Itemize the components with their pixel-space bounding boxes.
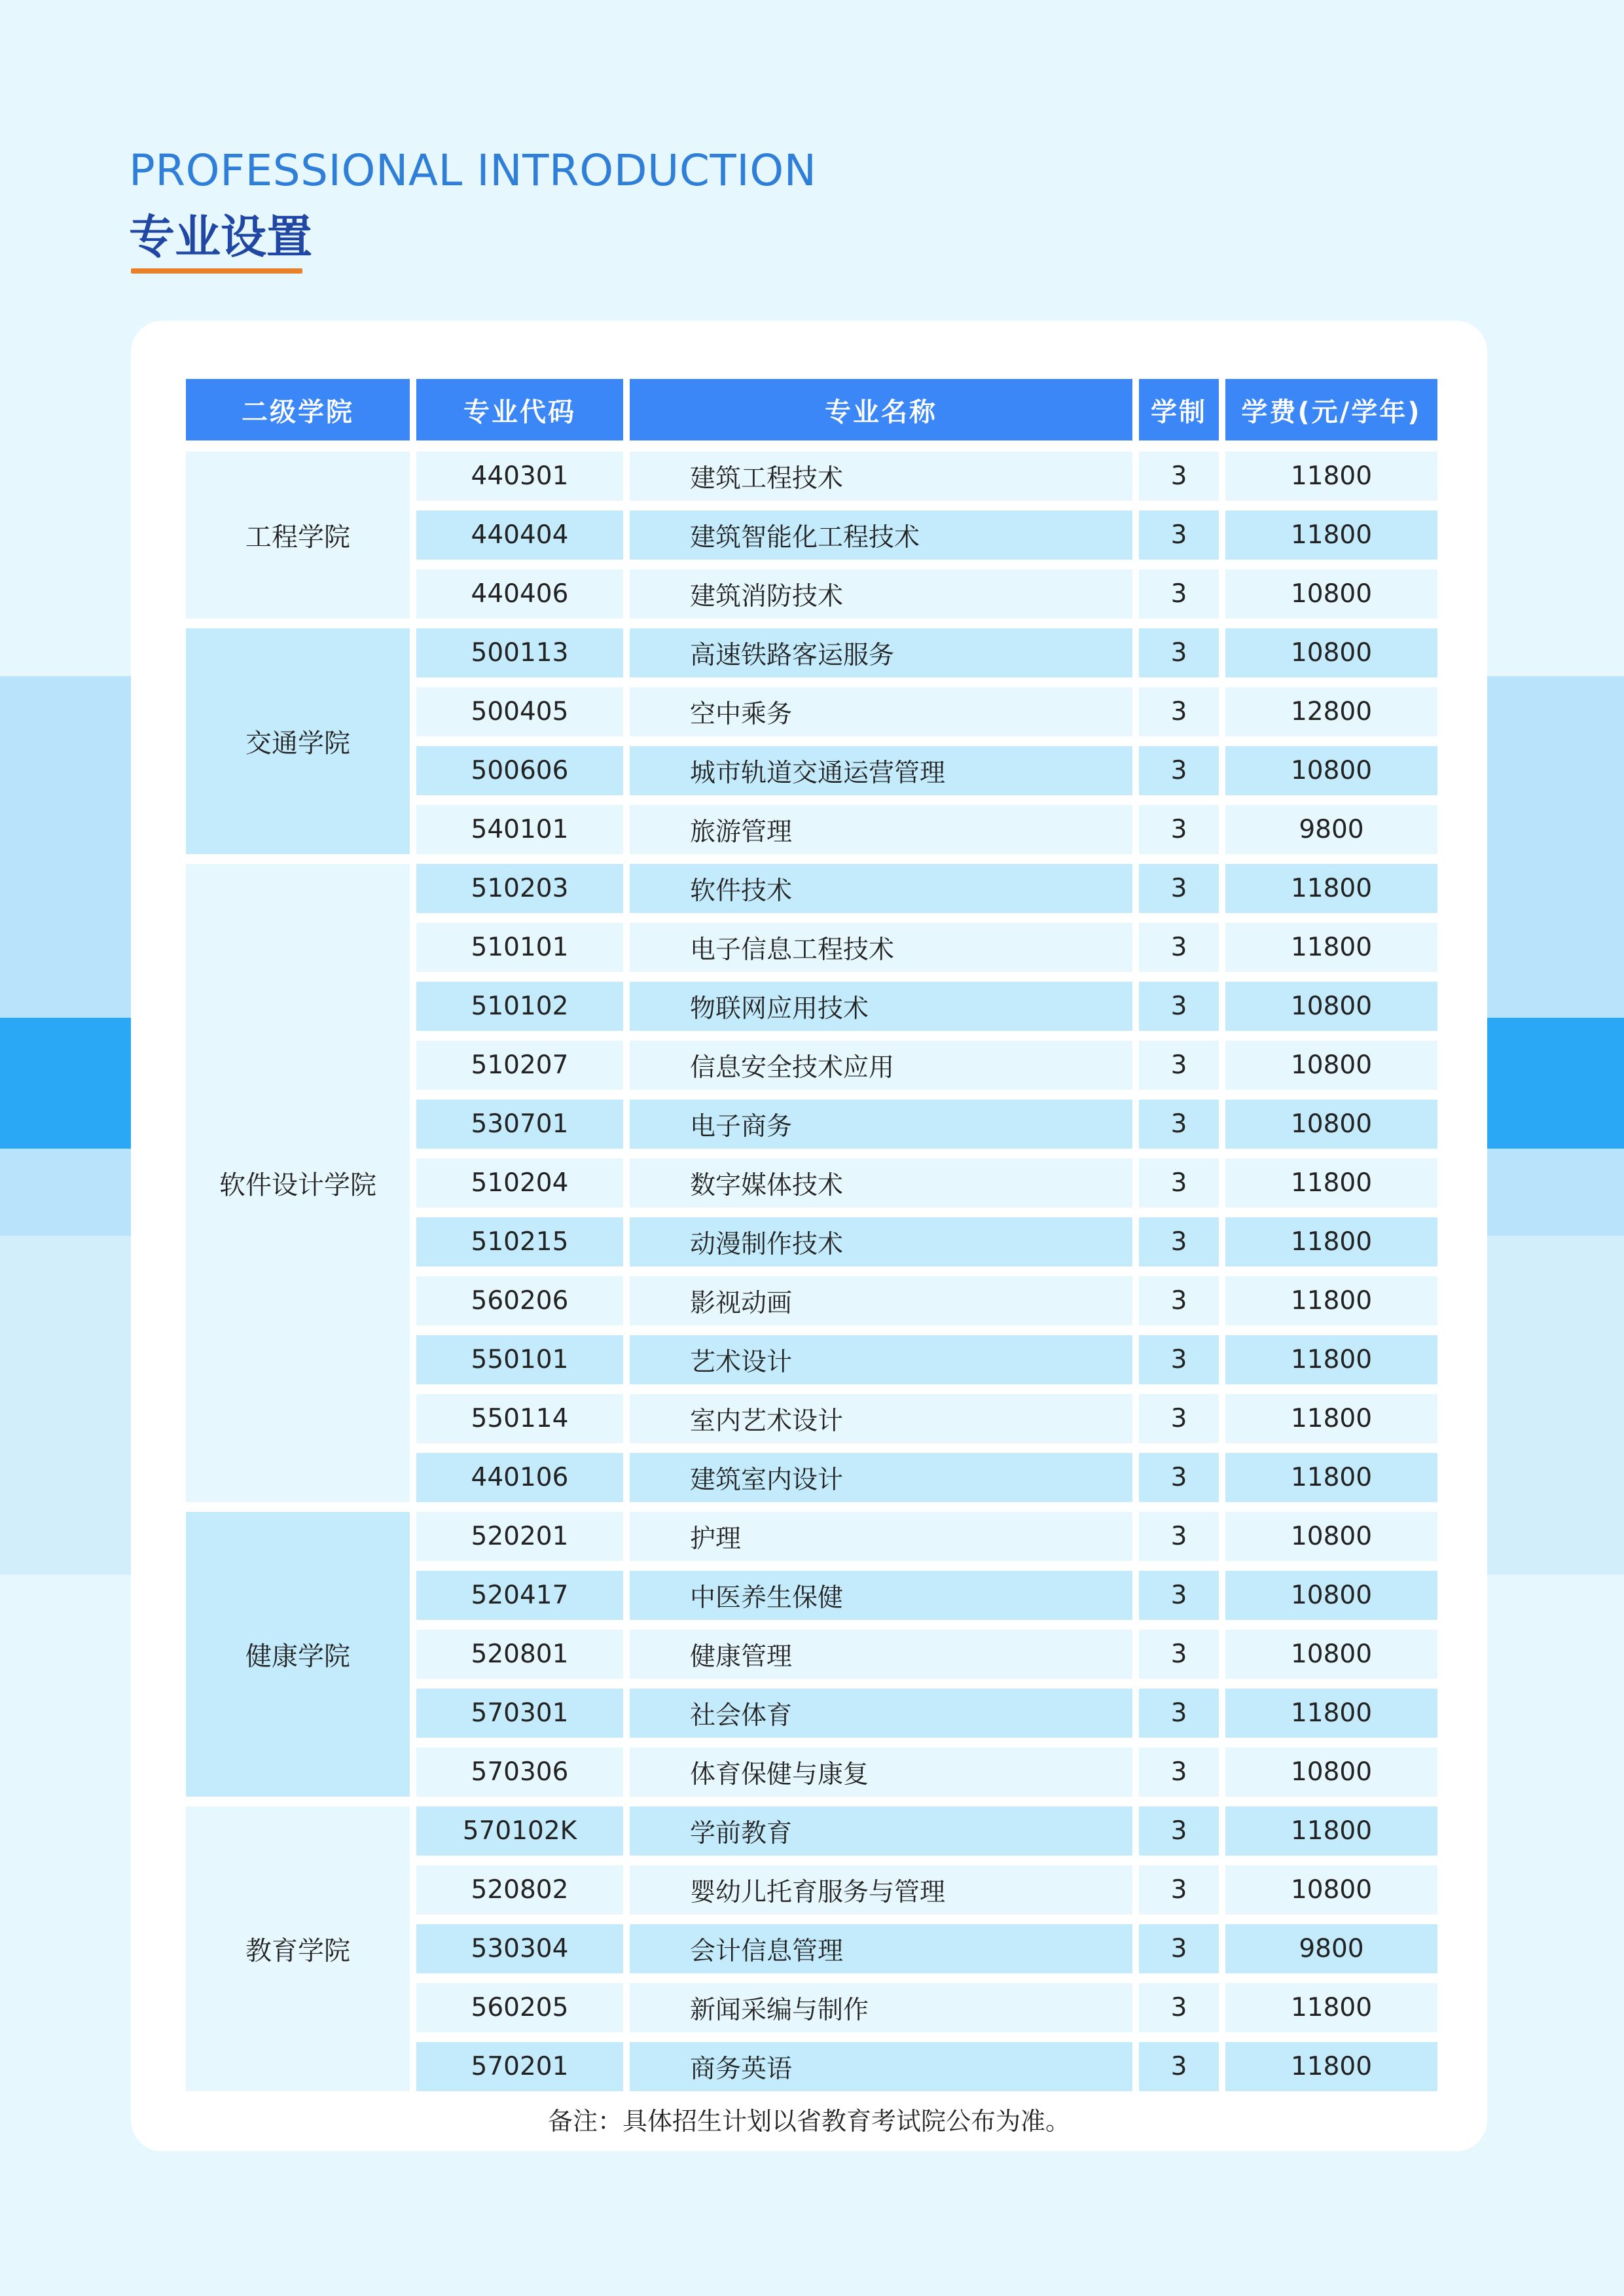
major-name: 健康管理: [630, 1630, 1132, 1679]
tuition-fee: 10800: [1225, 569, 1437, 619]
tuition-fee: 12800: [1225, 687, 1437, 736]
major-name: 会计信息管理: [630, 1924, 1132, 1973]
study-years: 3: [1139, 1983, 1219, 2032]
major-code: 510215: [416, 1217, 623, 1266]
major-name: 新闻采编与制作: [630, 1983, 1132, 2032]
major-name: 建筑工程技术: [630, 452, 1132, 501]
study-years: 3: [1139, 511, 1219, 560]
major-code: 440406: [416, 569, 623, 619]
major-name: 数字媒体技术: [630, 1158, 1132, 1208]
major-name: 物联网应用技术: [630, 982, 1132, 1031]
tuition-fee: 11800: [1225, 1335, 1437, 1384]
college-name: 工程学院: [186, 452, 410, 619]
major-name: 婴幼儿托育服务与管理: [630, 1865, 1132, 1914]
study-years: 3: [1139, 1276, 1219, 1325]
major-name: 空中乘务: [630, 687, 1132, 736]
study-years: 3: [1139, 1100, 1219, 1149]
page-title: 专业设置: [129, 210, 312, 264]
major-code: 510101: [416, 923, 623, 972]
major-code: 440301: [416, 452, 623, 501]
study-years: 3: [1139, 982, 1219, 1031]
college-name: 软件设计学院: [186, 864, 410, 1502]
tuition-fee: 11800: [1225, 452, 1437, 501]
major-name: 电子商务: [630, 1100, 1132, 1149]
major-code: 550101: [416, 1335, 623, 1384]
major-code: 560205: [416, 1983, 623, 2032]
study-years: 3: [1139, 1630, 1219, 1679]
tuition-fee: 11800: [1225, 1276, 1437, 1325]
study-years: 3: [1139, 1335, 1219, 1384]
major-name: 信息安全技术应用: [630, 1041, 1132, 1090]
major-code: 570306: [416, 1748, 623, 1797]
study-years: 3: [1139, 923, 1219, 972]
study-years: 3: [1139, 1394, 1219, 1443]
tuition-fee: 10800: [1225, 1100, 1437, 1149]
major-name: 商务英语: [630, 2042, 1132, 2091]
major-name: 护理: [630, 1512, 1132, 1561]
header-code: 专业代码: [416, 379, 623, 440]
major-code: 510207: [416, 1041, 623, 1090]
tuition-fee: 11800: [1225, 511, 1437, 560]
study-years: 3: [1139, 805, 1219, 854]
header-years: 学制: [1139, 379, 1219, 440]
major-code: 510204: [416, 1158, 623, 1208]
heading-english: PROFESSIONAL INTRODUCTION: [129, 145, 817, 196]
study-years: 3: [1139, 1806, 1219, 1856]
major-code: 510203: [416, 864, 623, 913]
header-college: 二级学院: [186, 379, 410, 440]
header-name: 专业名称: [630, 379, 1132, 440]
tuition-fee: 10800: [1225, 1748, 1437, 1797]
footnote: 备注：具体招生计划以省教育考试院公布为准。: [547, 2107, 1070, 2136]
major-code: 530304: [416, 1924, 623, 1973]
study-years: 3: [1139, 864, 1219, 913]
tuition-fee: 9800: [1225, 805, 1437, 854]
major-name: 室内艺术设计: [630, 1394, 1132, 1443]
major-code: 520801: [416, 1630, 623, 1679]
major-name: 中医养生保健: [630, 1571, 1132, 1620]
major-code: 570102K: [416, 1806, 623, 1856]
major-code: 440106: [416, 1453, 623, 1502]
tuition-fee: 10800: [1225, 746, 1437, 795]
study-years: 3: [1139, 687, 1219, 736]
tuition-fee: 11800: [1225, 1689, 1437, 1738]
major-name: 社会体育: [630, 1689, 1132, 1738]
tuition-fee: 11800: [1225, 1453, 1437, 1502]
study-years: 3: [1139, 1865, 1219, 1914]
major-name: 电子信息工程技术: [630, 923, 1132, 972]
major-code: 520417: [416, 1571, 623, 1620]
major-name: 影视动画: [630, 1276, 1132, 1325]
major-code: 520802: [416, 1865, 623, 1914]
study-years: 3: [1139, 1924, 1219, 1973]
study-years: 3: [1139, 2042, 1219, 2091]
major-name: 软件技术: [630, 864, 1132, 913]
major-name: 艺术设计: [630, 1335, 1132, 1384]
major-name: 建筑消防技术: [630, 569, 1132, 619]
major-code: 530701: [416, 1100, 623, 1149]
major-name: 体育保健与康复: [630, 1748, 1132, 1797]
college-name: 健康学院: [186, 1512, 410, 1797]
tuition-fee: 10800: [1225, 1512, 1437, 1561]
tuition-fee: 10800: [1225, 982, 1437, 1031]
tuition-fee: 11800: [1225, 1806, 1437, 1856]
study-years: 3: [1139, 452, 1219, 501]
study-years: 3: [1139, 1748, 1219, 1797]
tuition-fee: 10800: [1225, 1630, 1437, 1679]
college-name: 教育学院: [186, 1806, 410, 2091]
major-code: 570201: [416, 2042, 623, 2091]
tuition-fee: 11800: [1225, 1217, 1437, 1266]
major-code: 540101: [416, 805, 623, 854]
tuition-fee: 10800: [1225, 1041, 1437, 1090]
tuition-fee: 10800: [1225, 1571, 1437, 1620]
major-code: 440404: [416, 511, 623, 560]
study-years: 3: [1139, 1689, 1219, 1738]
major-name: 城市轨道交通运营管理: [630, 746, 1132, 795]
major-name: 动漫制作技术: [630, 1217, 1132, 1266]
study-years: 3: [1139, 569, 1219, 619]
major-code: 570301: [416, 1689, 623, 1738]
major-name: 旅游管理: [630, 805, 1132, 854]
tuition-fee: 11800: [1225, 864, 1437, 913]
tuition-fee: 10800: [1225, 628, 1437, 677]
major-code: 500405: [416, 687, 623, 736]
tuition-fee: 11800: [1225, 1394, 1437, 1443]
tuition-fee: 11800: [1225, 923, 1437, 972]
tuition-fee: 11800: [1225, 2042, 1437, 2091]
study-years: 3: [1139, 628, 1219, 677]
college-name: 交通学院: [186, 628, 410, 854]
major-name: 学前教育: [630, 1806, 1132, 1856]
major-name: 高速铁路客运服务: [630, 628, 1132, 677]
major-name: 建筑智能化工程技术: [630, 511, 1132, 560]
tuition-fee: 11800: [1225, 1983, 1437, 2032]
major-code: 520201: [416, 1512, 623, 1561]
study-years: 3: [1139, 1158, 1219, 1208]
major-code: 550114: [416, 1394, 623, 1443]
major-code: 500113: [416, 628, 623, 677]
study-years: 3: [1139, 1217, 1219, 1266]
study-years: 3: [1139, 1453, 1219, 1502]
tuition-fee: 10800: [1225, 1865, 1437, 1914]
study-years: 3: [1139, 1512, 1219, 1561]
study-years: 3: [1139, 1571, 1219, 1620]
major-code: 500606: [416, 746, 623, 795]
tuition-fee: 9800: [1225, 1924, 1437, 1973]
header-fee: 学费(元/学年): [1225, 379, 1437, 440]
major-name: 建筑室内设计: [630, 1453, 1132, 1502]
major-code: 560206: [416, 1276, 623, 1325]
study-years: 3: [1139, 746, 1219, 795]
study-years: 3: [1139, 1041, 1219, 1090]
tuition-fee: 11800: [1225, 1158, 1437, 1208]
major-code: 510102: [416, 982, 623, 1031]
